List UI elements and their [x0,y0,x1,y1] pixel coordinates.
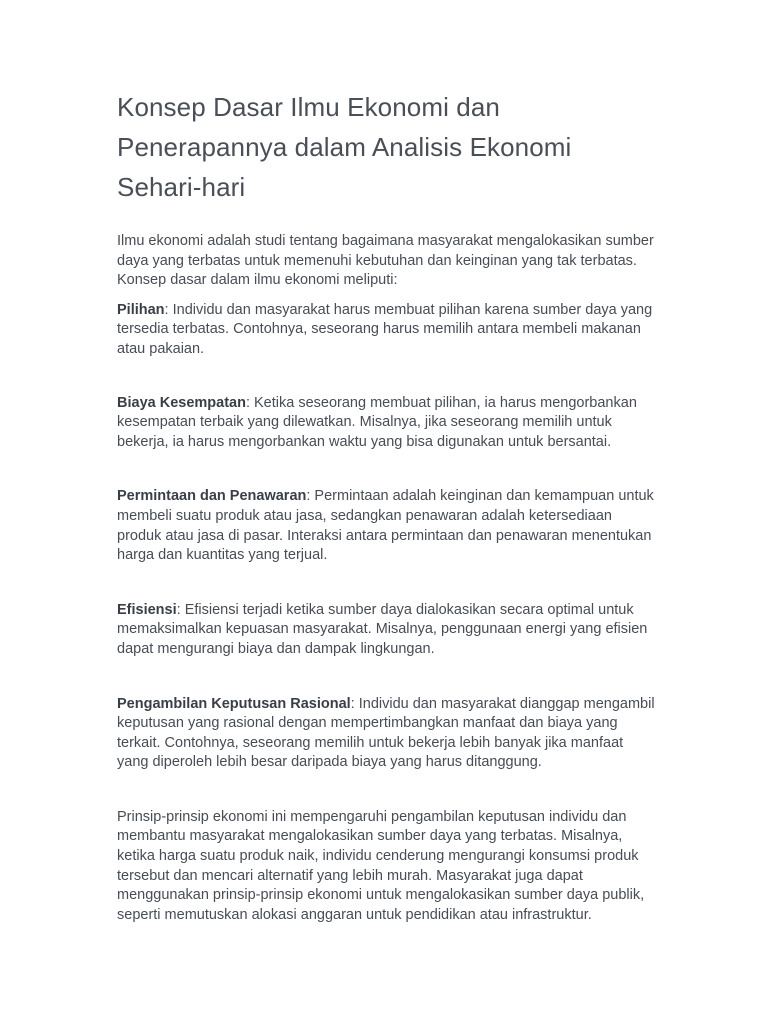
intro-paragraph: Ilmu ekonomi adalah studi tentang bagaimana masyarakat mengalokasikan sumber daya yang terbatas untuk memenuhi kebutuhan dan keinginan yang tak terbatas. Konsep dasar dalam ilmu ekonomi meliputi: [117,233,654,289]
title-line-1: Konsep Dasar Ilmu Ekonomi dan [117,92,500,122]
concept-item-permintaan-penawaran [117,487,657,565]
concept-description: : Individu dan masyarakat harus membuat pilihan karena sumber daya yang tersedia terbatas. Contohnya, seseorang harus memilih antara membeli makanan atau pakaian. [117,301,653,357]
concept-description: : Ketika seseorang membuat pilihan, ia harus mengorbankan kesempatan terbaik yang dilewatkan. Misalnya, jika seseorang memilih untuk bekerja, ia harus mengorbankan waktu yang bisa digunakan untuk bersantai. [117,394,637,450]
concept-item-biaya-kesempatan [117,394,657,453]
concept-item-keputusan-rasional [117,695,657,773]
concept-term: Pengambilan Keputusan Rasional [117,695,351,712]
concept-term: Efisiensi [117,601,177,618]
concept-term: Biaya Kesempatan [117,394,246,411]
concept-description: : Individu dan masyarakat dianggap mengambil keputusan yang rasional dengan mempertimbangkan manfaat dan biaya yang terkait. Contohnya, seseorang memilih untuk bekerja lebih banyak jika manfaat yang diperoleh lebih besar daripada biaya yang harus ditanggung. [117,695,655,771]
concept-term: Permintaan dan Penawaran [117,488,307,505]
concept-description: : Permintaan adalah keinginan dan kemampuan untuk membeli suatu produk atau jasa, sedangkan penawaran adalah ketersediaan produk atau jasa di pasar. Interaksi antara permintaan dan penawaran menentukan harga dan kuantitas yang terjual. [117,488,654,564]
concept-item-efisiensi [117,601,657,660]
title-line-2: Penerapannya dalam Analisis Ekonomi [117,132,572,162]
concept-description: : Efisiensi terjadi ketika sumber daya dialokasikan secara optimal untuk memaksimalkan kepuasan masyarakat. Misalnya, penggunaan energi yang efisien dapat mengurangi biaya dan dampak lingkungan. [117,601,648,657]
document-title [117,87,657,207]
title-line-3: Sehari-hari [117,172,246,202]
concept-item-pilihan [117,301,657,360]
concept-term: Pilihan [117,301,165,318]
document-page [117,87,657,925]
closing-paragraph: Prinsip-prinsip ekonomi ini mempengaruhi pengambilan keputusan individu dan membantu masyarakat mengalokasikan sumber daya yang terbatas. Misalnya, ketika harga suatu produk naik, individu cenderung mengurangi konsumsi produk tersebut dan mencari alternatif yang lebih murah. Masyarakat juga dapat menggunakan prinsip-prinsip ekonomi untuk mengalokasikan sumber daya publik, seperti memutuskan alokasi anggaran untuk pendidikan atau infrastruktur. [117,808,645,923]
